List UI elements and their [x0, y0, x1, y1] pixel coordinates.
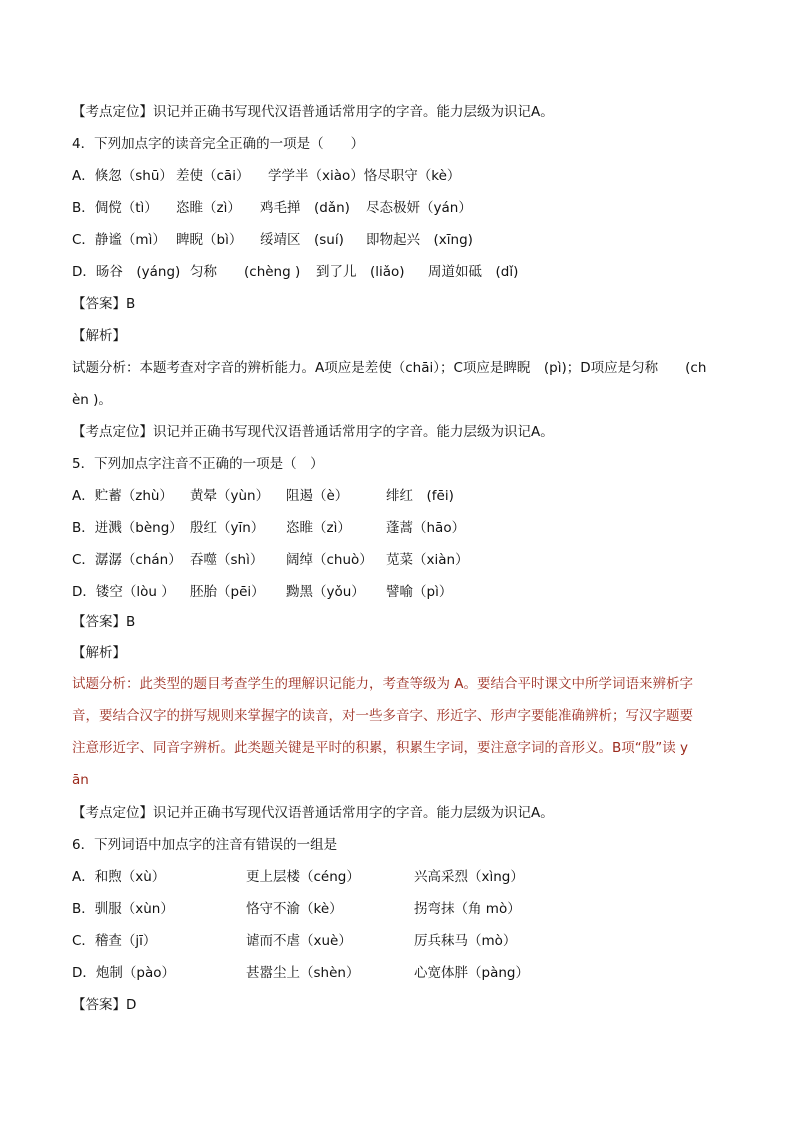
q5-b-item4: 蓬蒿（hāo） — [386, 520, 466, 536]
q5-c-item3: 阔绰（chuò） — [286, 552, 373, 568]
q5-c-item1: C．潺潺（chán） — [72, 552, 182, 568]
q6-d-item1: D．炮制（pào） — [72, 965, 175, 981]
q5-a-item4: 绯红 (fēi) — [386, 488, 454, 504]
q5-d-item4: 譬喻（pì） — [386, 584, 453, 600]
q4-b-item1: B．倜傥（tì） — [72, 200, 158, 216]
q5-b-item2: 殷红（yīn） — [190, 520, 265, 536]
q4-a-item2: 差使（cāi） — [176, 168, 250, 184]
q5-b-item3: 恣睢（zì） — [286, 520, 351, 536]
q4-d-item3: 到了儿 (liǎo) — [316, 264, 405, 280]
q5-analysis-line1: 试题分析：此类型的题目考查学生的理解识记能力，考查等级为 A。要结合平时课文中所学词语来辨析字 — [72, 676, 694, 692]
q5-analysis-line2: 音，要结合汉字的拼写规则来掌握字的读音，对一些多音字、形近字、形声字要能准确辨析；写汉字题要 — [72, 708, 693, 724]
q4-d-item2: 匀称 (chèng ) — [190, 264, 301, 280]
q5-c-item2: 吞噬（shì） — [190, 552, 264, 568]
q6-a-item3: 兴高采烈（xìng） — [414, 869, 524, 885]
q5-jiexi-label: 【解析】 — [72, 645, 126, 661]
q4-d-item1: D．旸谷 (yáng) — [72, 264, 181, 280]
q5-kaodian: 【考点定位】识记并正确书写现代汉语普通话常用字的字音。能力层级为识记A。 — [72, 805, 554, 821]
q5-c-item4: 苋菜（xiàn） — [386, 552, 469, 568]
q6-d-item2: 甚嚣尘上（shèn） — [246, 965, 360, 981]
q6-b-item2: 恪守不渝（kè） — [246, 901, 343, 917]
q4-d-item4: 周道如砥 (dǐ) — [428, 264, 519, 280]
q6-a-item1: A．和煦（xù） — [72, 869, 166, 885]
q4-answer: 【答案】B — [72, 296, 136, 312]
q4-jiexi-label: 【解析】 — [72, 328, 126, 344]
q5-analysis-line3: 注意形近字、同音字辨析。此类题关键是平时的积累，积累生字词，要注意字词的音形义。B项“殷”读 y — [72, 740, 689, 756]
q5-a-item3: 阻遏（è） — [286, 488, 349, 504]
q5-analysis-line4: ān — [72, 772, 89, 788]
q5-b-item1: B．迸溅（bèng） — [72, 520, 183, 536]
q4-c-item2: 睥睨（bì） — [176, 232, 243, 248]
q4-a-item3: 学学半（xiào）恪尽职守（kè） — [268, 168, 461, 184]
q6-c-item2: 谑而不虐（xuè） — [246, 933, 352, 949]
q4-b-item3: 鸡毛掸 (dǎn) — [260, 200, 350, 216]
q5-d-item2: 胚胎（pēi） — [190, 584, 265, 600]
q5-a-item2: 黄晕（yùn） — [190, 488, 270, 504]
q5-d-item1: D．镂空（lòu ） — [72, 584, 175, 600]
q5-d-item3: 黝黑（yǒu） — [286, 584, 365, 600]
q4-analysis-line2: èn )。 — [72, 392, 112, 408]
q6-b-item3: 拐弯抹（角 mò） — [414, 901, 521, 917]
q4-stem: 4．下列加点字的读音完全正确的一项是（ ） — [72, 136, 365, 152]
q4-a-item1: A．倏忽（shū） — [72, 168, 173, 184]
q4-c-item3: 绥靖区 (suí) — [260, 232, 344, 248]
q4-b-item4: 尽态极妍（yán） — [366, 200, 472, 216]
kaodian-intro: 【考点定位】识记并正确书写现代汉语普通话常用字的字音。能力层级为识记A。 — [72, 104, 554, 120]
q4-kaodian: 【考点定位】识记并正确书写现代汉语普通话常用字的字音。能力层级为识记A。 — [72, 424, 554, 440]
q6-answer: 【答案】D — [72, 997, 137, 1013]
q6-c-item3: 厉兵秣马（mò） — [414, 933, 517, 949]
q4-c-item1: C．静谧（mì） — [72, 232, 166, 248]
q5-answer: 【答案】B — [72, 614, 136, 630]
q5-stem: 5．下列加点字注音不正确的一项是（ ） — [72, 456, 324, 472]
q6-b-item1: B．驯服（xùn） — [72, 901, 174, 917]
q4-c-item4: 即物起兴 (xīng) — [366, 232, 473, 248]
q4-analysis-line1: 试题分析：本题考查对字音的辨析能力。A项应是差使（chāi）；C项应是睥睨 (pì)；D项应是匀称 (ch — [72, 360, 707, 376]
q6-a-item2: 更上层楼（céng） — [246, 869, 360, 885]
q6-c-item1: C．稽查（jī） — [72, 933, 157, 949]
q5-a-item1: A．贮蓄（zhù） — [72, 488, 173, 504]
q6-d-item3: 心宽体胖（pàng） — [414, 965, 529, 981]
q4-b-item2: 恣睢（zì） — [176, 200, 241, 216]
q6-stem: 6．下列词语中加点字的注音有错误的一组是 — [72, 837, 338, 853]
